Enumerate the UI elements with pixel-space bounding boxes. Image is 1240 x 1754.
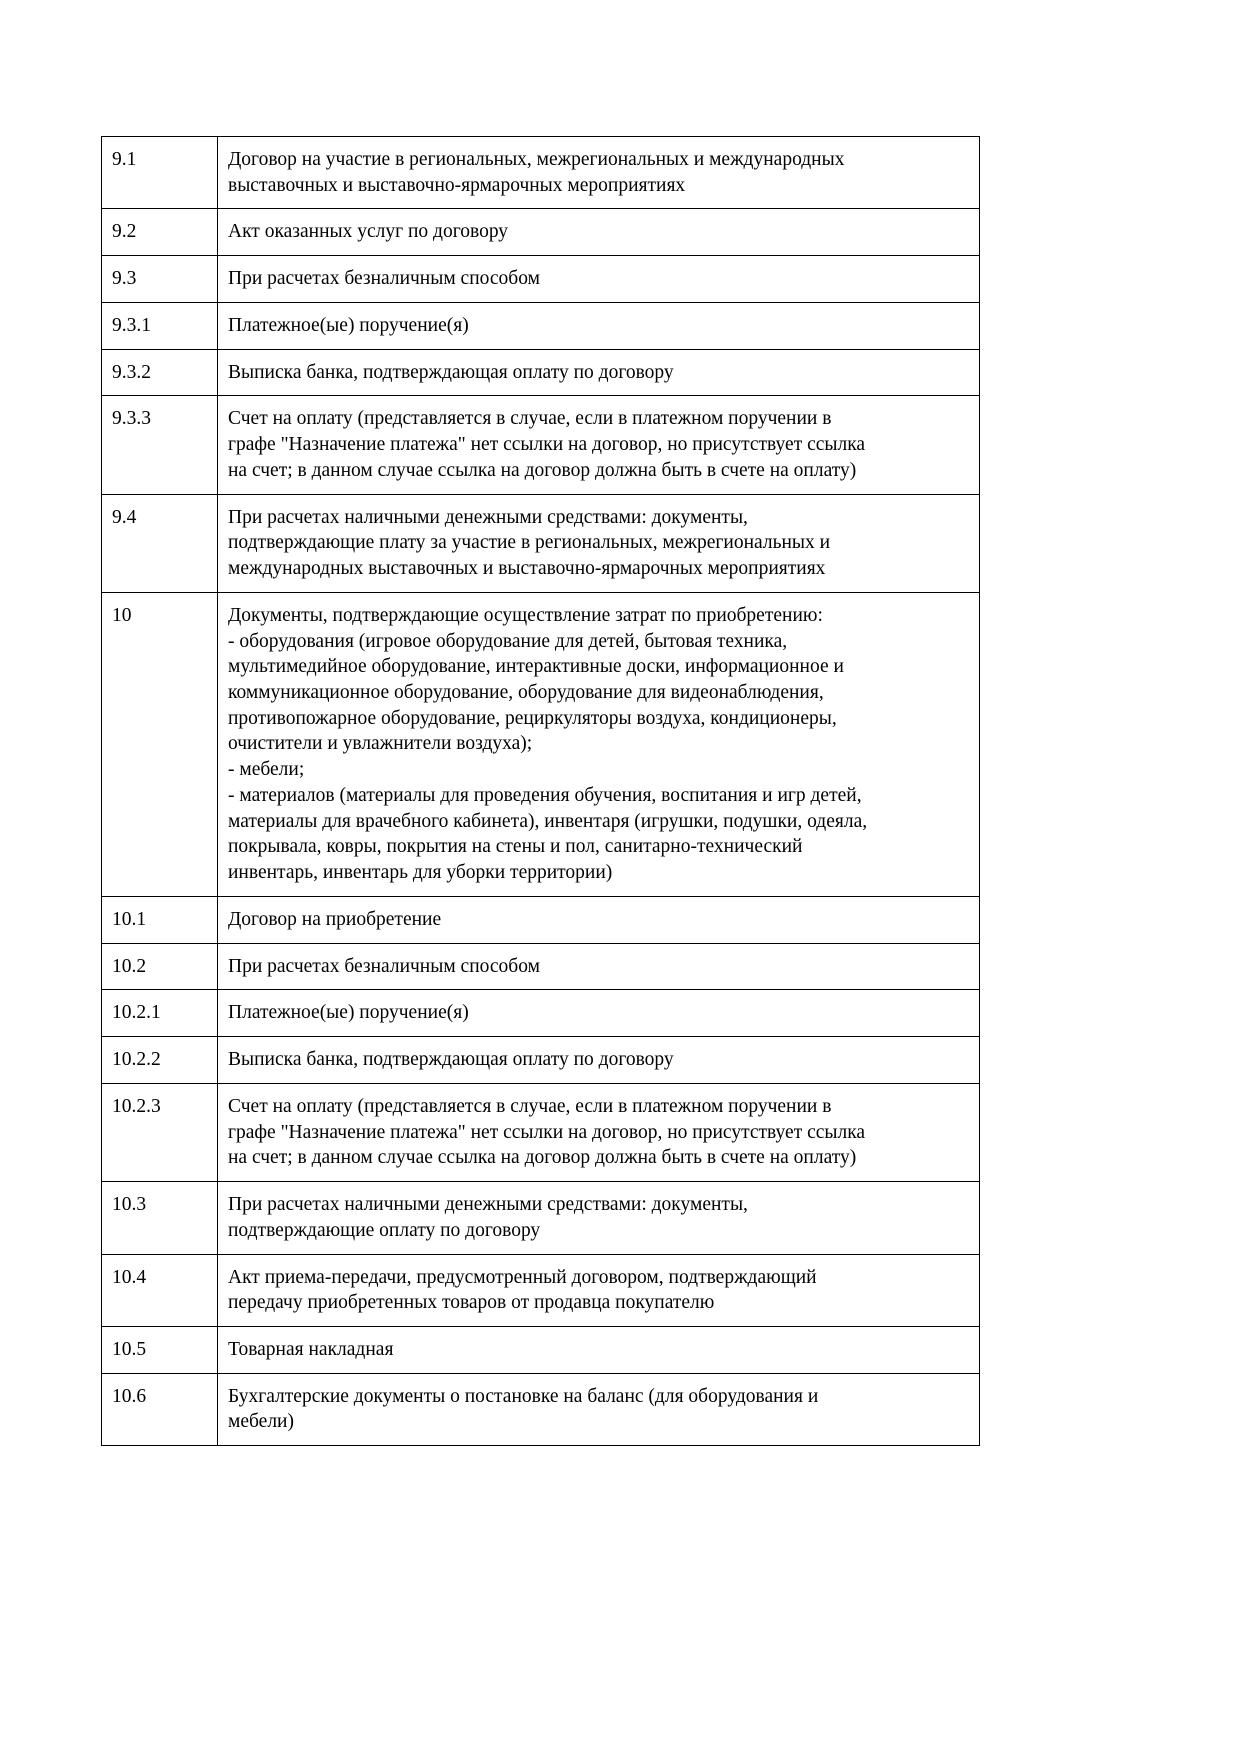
row-description-cell	[218, 943, 980, 990]
row-number-cell: 9.3.1	[102, 302, 218, 349]
description-line: При расчетах безналичным способом	[228, 268, 540, 290]
description-line: на счет; в данном случае ссылка на договор должна быть в счете на оплату)	[228, 1147, 857, 1169]
table-row	[102, 349, 980, 396]
table-row	[102, 1182, 980, 1254]
table-row	[102, 592, 980, 896]
table-row	[102, 1037, 980, 1084]
row-description-cell	[218, 1373, 980, 1445]
table-row	[102, 1326, 980, 1373]
description-line: международных выставочных и выставочно-ярмарочных мероприятиях	[228, 558, 826, 580]
description-line: При расчетах наличными денежными средствами: документы,	[228, 1194, 748, 1216]
description-line: - мебели;	[228, 759, 305, 781]
row-description-cell	[218, 494, 980, 592]
description-line: Выписка банка, подтверждающая оплату по договору	[228, 1049, 674, 1071]
table-row	[102, 302, 980, 349]
row-description-cell	[218, 592, 980, 896]
row-number-cell: 10.3	[102, 1182, 218, 1254]
row-number-cell: 10	[102, 592, 218, 896]
description-line: передачу приобретенных товаров от продавца покупателю	[228, 1292, 715, 1314]
row-description-cell	[218, 896, 980, 943]
description-line: Счет на оплату (представляется в случае, если в платежном поручении в	[228, 1095, 832, 1117]
description-line: Акт оказанных услуг по договору	[228, 221, 509, 243]
description-line: материалы для врачебного кабинета), инвентаря (игрушки, подушки, одеяла,	[228, 810, 868, 832]
table-row	[102, 137, 980, 209]
description-line: мебели)	[228, 1411, 294, 1433]
row-description-cell	[218, 137, 980, 209]
table-row	[102, 1083, 980, 1181]
description-line: Счет на оплату (представляется в случае, если в платежном поручении в	[228, 408, 832, 430]
table-row	[102, 1373, 980, 1445]
row-description-cell	[218, 209, 980, 256]
description-line: графе "Назначение платежа" нет ссылки на договор, но присутствует ссылка	[228, 434, 866, 456]
row-description-cell	[218, 1326, 980, 1373]
description-line: Документы, подтверждающие осуществление затрат по приобретению:	[228, 604, 823, 626]
row-description-cell	[218, 302, 980, 349]
row-number-cell: 10.2.2	[102, 1037, 218, 1084]
row-number-cell: 10.1	[102, 896, 218, 943]
description-line: Платежное(ые) поручение(я)	[228, 314, 469, 336]
row-number-cell: 10.2.3	[102, 1083, 218, 1181]
description-line: При расчетах безналичным способом	[228, 955, 540, 977]
table-row	[102, 1254, 980, 1326]
row-description-cell	[218, 990, 980, 1037]
row-description-cell	[218, 349, 980, 396]
row-number-cell: 10.2	[102, 943, 218, 990]
description-line: Договор на участие в региональных, межрегиональных и международных	[228, 149, 845, 170]
description-line: Акт приема-передачи, предусмотренный договором, подтверждающий	[228, 1266, 817, 1288]
row-description-cell	[218, 1037, 980, 1084]
description-line: выставочных и выставочно-ярмарочных мероприятиях	[228, 174, 686, 196]
row-number-cell: 9.3.3	[102, 396, 218, 494]
row-number-cell: 9.3.2	[102, 349, 218, 396]
table-row	[102, 256, 980, 303]
description-line: - оборудования (игровое оборудование для детей, бытовая техника,	[228, 630, 788, 652]
table-body	[102, 137, 980, 1446]
row-number-cell: 9.3	[102, 256, 218, 303]
description-line: При расчетах наличными денежными средствами: документы,	[228, 506, 748, 528]
table-row	[102, 990, 980, 1037]
description-line: мультимедийное оборудование, интерактивные доски, информационное и	[228, 656, 844, 678]
table-row	[102, 209, 980, 256]
row-number-cell: 10.4	[102, 1254, 218, 1326]
row-number-cell: 9.4	[102, 494, 218, 592]
requirements-table	[101, 136, 980, 1446]
description-line: на счет; в данном случае ссылка на договор должна быть в счете на оплату)	[228, 459, 857, 481]
description-line: Товарная накладная	[228, 1338, 394, 1360]
row-description-cell	[218, 1254, 980, 1326]
description-line: графе "Назначение платежа" нет ссылки на договор, но присутствует ссылка	[228, 1121, 866, 1143]
row-number-cell: 10.6	[102, 1373, 218, 1445]
row-description-cell	[218, 1182, 980, 1254]
description-line: - материалов (материалы для проведения обучения, воспитания и игр детей,	[228, 784, 862, 806]
description-line: инвентарь, инвентарь для уборки территории)	[228, 862, 613, 884]
description-line: коммуникационное оборудование, оборудование для видеонаблюдения,	[228, 682, 824, 704]
row-description-cell	[218, 396, 980, 494]
description-line: очистители и увлажнители воздуха);	[228, 733, 533, 755]
description-line: Договор на приобретение	[228, 908, 442, 930]
table-row	[102, 494, 980, 592]
table-row	[102, 896, 980, 943]
description-line: покрывала, ковры, покрытия на стены и пол, санитарно-технический	[228, 836, 803, 858]
row-number-cell: 10.5	[102, 1326, 218, 1373]
row-number-cell: 9.2	[102, 209, 218, 256]
description-line: подтверждающие оплату по договору	[228, 1219, 541, 1241]
description-line: противопожарное оборудование, рециркуляторы воздуха, кондиционеры,	[228, 707, 837, 729]
row-number-cell: 9.1	[102, 137, 218, 209]
description-line: подтверждающие плату за участие в региональных, межрегиональных и	[228, 532, 831, 554]
description-line: Выписка банка, подтверждающая оплату по договору	[228, 361, 674, 383]
row-description-cell	[218, 1083, 980, 1181]
table-row	[102, 396, 980, 494]
row-number-cell: 10.2.1	[102, 990, 218, 1037]
row-description-cell	[218, 256, 980, 303]
table-row	[102, 943, 980, 990]
description-line: Бухгалтерские документы о постановке на баланс (для оборудования и	[228, 1385, 819, 1407]
description-line: Платежное(ые) поручение(я)	[228, 1002, 469, 1024]
